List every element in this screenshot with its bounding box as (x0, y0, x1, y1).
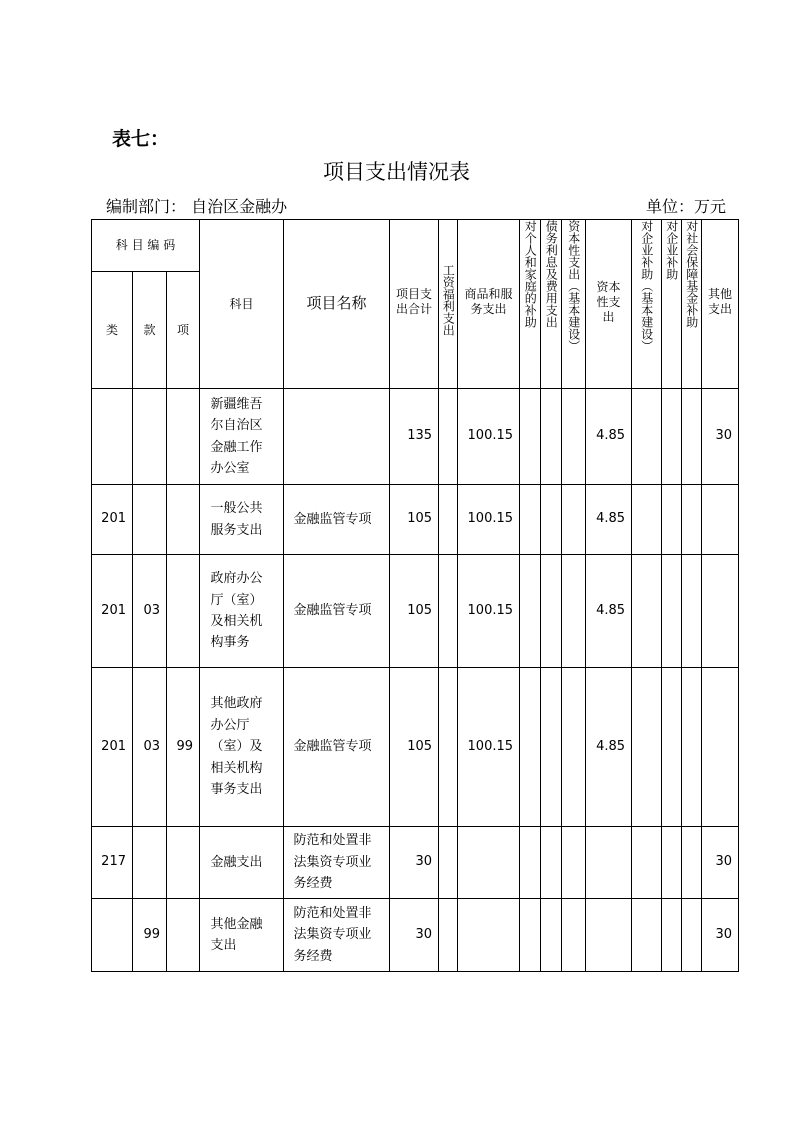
cell-lei: 201 (92, 485, 133, 555)
enterprise-header: 对企业补助 (662, 220, 682, 389)
cell-kemu: 新疆维吾尔自治区金融工作办公室 (200, 389, 284, 485)
cell-enterprise-basic (632, 555, 662, 668)
cell-capital: 4.85 (586, 555, 632, 668)
debt-header: 债务利息及费用支出 (541, 220, 562, 389)
capital-header: 资本性支出 (586, 220, 632, 389)
wages-header: 工资福利支出 (439, 220, 458, 389)
cell-kemu: 金融支出 (200, 827, 284, 899)
cell-enterprise (662, 827, 682, 899)
cell-goods: 100.15 (458, 555, 520, 668)
cell-total: 30 (390, 827, 439, 899)
cell-debt (541, 389, 562, 485)
cell-wages (439, 389, 458, 485)
cell-total: 105 (390, 485, 439, 555)
cell-total: 105 (390, 555, 439, 668)
cell-enterprise (662, 485, 682, 555)
kemu-code-header: 科 目 编 码 (92, 220, 200, 272)
table-row (92, 899, 739, 972)
cell-total: 30 (390, 899, 439, 972)
page-label: 表七： (112, 128, 170, 150)
cell-enterprise-basic (632, 668, 662, 827)
cell-total: 105 (390, 668, 439, 827)
cell-kuan (133, 827, 167, 899)
cell-xiang (167, 827, 200, 899)
cell-kemu: 一般公共服务支出 (200, 485, 284, 555)
cell-enterprise (662, 668, 682, 827)
unit-label: 单位：万元 (646, 197, 727, 216)
cell-capital-basic (562, 899, 586, 972)
cell-capital-basic (562, 827, 586, 899)
xiang-header: 项 (167, 272, 200, 389)
cell-capital (586, 899, 632, 972)
cell-social (682, 485, 702, 555)
cell-debt (541, 899, 562, 972)
cell-social (682, 389, 702, 485)
cell-kuan (133, 485, 167, 555)
individual-header: 对个人和家庭的补助 (520, 220, 541, 389)
cell-kuan: 03 (133, 668, 167, 827)
cell-kuan: 03 (133, 555, 167, 668)
cell-goods: 100.15 (458, 485, 520, 555)
cell-kuan (133, 389, 167, 485)
capital-basic-header: 资本性支出（基本建设） (562, 220, 586, 389)
cell-individual (520, 899, 541, 972)
cell-goods (458, 827, 520, 899)
cell-capital (586, 827, 632, 899)
other-header: 其他支出 (702, 220, 739, 389)
cell-capital: 4.85 (586, 485, 632, 555)
enterprise-basic-header: 对企业补助（基本建设） (632, 220, 662, 389)
cell-debt (541, 555, 562, 668)
cell-project: 防范和处置非法集资专项业务经费 (284, 827, 390, 899)
cell-wages (439, 668, 458, 827)
cell-other (702, 485, 739, 555)
goods-header: 商品和服务支出 (458, 220, 520, 389)
cell-debt (541, 668, 562, 827)
cell-total: 135 (390, 389, 439, 485)
project-name-header: 项目名称 (284, 220, 390, 389)
cell-individual (520, 485, 541, 555)
cell-lei: 201 (92, 668, 133, 827)
cell-capital: 4.85 (586, 389, 632, 485)
cell-capital-basic (562, 555, 586, 668)
cell-project: 金融监管专项 (284, 485, 390, 555)
cell-project (284, 389, 390, 485)
cell-wages (439, 827, 458, 899)
table-row (92, 668, 739, 827)
cell-capital-basic (562, 668, 586, 827)
cell-individual (520, 827, 541, 899)
cell-other: 30 (702, 827, 739, 899)
cell-xiang (167, 899, 200, 972)
cell-wages (439, 485, 458, 555)
table-row (92, 485, 739, 555)
table-row (92, 389, 739, 485)
cell-enterprise (662, 899, 682, 972)
cell-capital-basic (562, 485, 586, 555)
department-label: 编制部门： 自治区金融办 (106, 197, 288, 216)
total-header: 项目支出合计 (390, 220, 439, 389)
cell-project: 金融监管专项 (284, 555, 390, 668)
cell-enterprise-basic (632, 389, 662, 485)
cell-enterprise (662, 555, 682, 668)
cell-kuan: 99 (133, 899, 167, 972)
cell-capital: 4.85 (586, 668, 632, 827)
cell-xiang: 99 (167, 668, 200, 827)
cell-individual (520, 555, 541, 668)
table-row (92, 827, 739, 899)
cell-enterprise-basic (632, 827, 662, 899)
cell-enterprise (662, 389, 682, 485)
cell-enterprise-basic (632, 899, 662, 972)
cell-wages (439, 899, 458, 972)
cell-xiang (167, 555, 200, 668)
table-row (92, 555, 739, 668)
cell-other: 30 (702, 389, 739, 485)
social-header: 对社会保障基金补助 (682, 220, 702, 389)
cell-other (702, 555, 739, 668)
cell-goods: 100.15 (458, 668, 520, 827)
cell-kemu: 政府办公厅（室）及相关机构事务 (200, 555, 284, 668)
cell-social (682, 668, 702, 827)
cell-project: 防范和处置非法集资专项业务经费 (284, 899, 390, 972)
cell-lei (92, 389, 133, 485)
project-expenditure-table (91, 219, 739, 972)
kemu-header: 科目 (200, 220, 284, 389)
cell-social (682, 899, 702, 972)
cell-debt (541, 827, 562, 899)
cell-debt (541, 485, 562, 555)
cell-individual (520, 668, 541, 827)
cell-goods (458, 899, 520, 972)
cell-goods: 100.15 (458, 389, 520, 485)
lei-header: 类 (92, 272, 133, 389)
kuan-header: 款 (133, 272, 167, 389)
cell-other: 30 (702, 899, 739, 972)
cell-kemu: 其他金融支出 (200, 899, 284, 972)
cell-social (682, 555, 702, 668)
cell-lei: 201 (92, 555, 133, 668)
cell-lei: 217 (92, 827, 133, 899)
cell-social (682, 827, 702, 899)
cell-wages (439, 555, 458, 668)
cell-enterprise-basic (632, 485, 662, 555)
cell-capital-basic (562, 389, 586, 485)
cell-other (702, 668, 739, 827)
cell-xiang (167, 485, 200, 555)
cell-lei (92, 899, 133, 972)
cell-individual (520, 389, 541, 485)
page-title: 项目支出情况表 (323, 160, 470, 184)
cell-kemu: 其他政府办公厅（室）及相关机构事务支出 (200, 668, 284, 827)
cell-xiang (167, 389, 200, 485)
header-row (92, 220, 739, 272)
cell-project: 金融监管专项 (284, 668, 390, 827)
